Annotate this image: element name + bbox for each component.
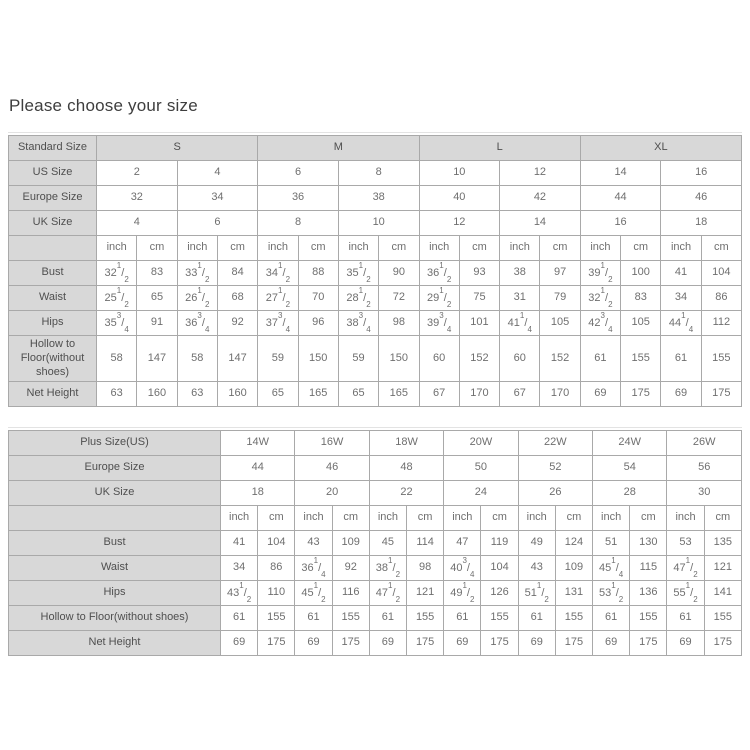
measurement-cell: 69 [667,631,704,656]
standard-size-table [8,135,742,407]
table-row [9,481,742,506]
measurement-cell: 124 [555,531,592,556]
measurement-cell: 97 [540,261,580,286]
size-value-cell: 32 [97,186,178,211]
measurement-cell: 175 [481,631,518,656]
size-group-header: S [97,136,258,161]
measurement-cell: 86 [701,286,741,311]
measurement-cell: 63 [177,382,217,407]
size-value-cell: 14W [221,431,295,456]
measurement-cell: $35^1/_2$ [338,261,378,286]
measurement-cell: 72 [379,286,419,311]
measurement-cell: 116 [332,581,369,606]
size-value-cell: 36 [258,186,339,211]
unit-header: cm [555,506,592,531]
measurement-cell: 41 [221,531,258,556]
measurement-cell: 170 [459,382,499,407]
measurement-cell: 68 [217,286,257,311]
measurement-cell: 67 [419,382,459,407]
measurement-cell: 152 [540,336,580,382]
table-row [9,161,742,186]
measurement-cell: 155 [555,606,592,631]
corner-label: Standard Size [9,136,97,161]
size-value-cell: 42 [500,186,581,211]
unit-header: inch [221,506,258,531]
row-label: Net Height [9,631,221,656]
row-label: Hollow to Floor(without shoes) [9,336,97,382]
measurement-cell: 61 [444,606,481,631]
measurement-cell: 155 [701,336,741,382]
measurement-cell: 31 [500,286,540,311]
table-row [9,136,742,161]
measurement-cell: $53^1/_2$ [593,581,630,606]
measurement-cell: $41^1/_4$ [500,311,540,336]
table-row [9,631,742,656]
measurement-cell: 70 [298,286,338,311]
size-value-cell: 12 [419,211,500,236]
measurement-cell: $36^1/_4$ [295,556,332,581]
unit-header: cm [621,236,661,261]
measurement-cell: 175 [555,631,592,656]
unit-header: inch [295,506,332,531]
unit-header: cm [407,506,444,531]
measurement-cell: $28^1/_2$ [338,286,378,311]
measurement-cell: $36^1/_2$ [419,261,459,286]
table-row [9,286,742,311]
measurement-cell: $40^3/_4$ [444,556,481,581]
size-value-cell: 4 [97,211,178,236]
unit-header: inch [444,506,481,531]
measurement-cell: 175 [332,631,369,656]
measurement-cell: $29^1/_2$ [419,286,459,311]
measurement-cell: $51^1/_2$ [518,581,555,606]
unit-header: cm [217,236,257,261]
size-value-cell: 26 [518,481,592,506]
measurement-cell: 150 [298,336,338,382]
measurement-cell: 126 [481,581,518,606]
unit-header: cm [481,506,518,531]
measurement-cell: $32^1/_2$ [97,261,137,286]
table-row [9,581,742,606]
unit-header: cm [137,236,177,261]
measurement-cell: 121 [407,581,444,606]
size-value-cell: 24W [593,431,667,456]
size-value-cell: 38 [338,186,419,211]
table-row [9,456,742,481]
row-label: Waist [9,556,221,581]
measurement-cell: $38^1/_2$ [369,556,406,581]
measurement-cell: 65 [258,382,298,407]
measurement-cell: $36^3/_4$ [177,311,217,336]
measurement-cell: 104 [258,531,295,556]
measurement-cell: 155 [630,606,667,631]
size-value-cell: 16 [580,211,661,236]
unit-header: inch [518,506,555,531]
size-group-header: M [258,136,419,161]
table-row [9,236,742,261]
measurement-cell: 60 [500,336,540,382]
measurement-cell: 65 [137,286,177,311]
measurement-cell: 109 [332,531,369,556]
size-value-cell: 10 [419,161,500,186]
table-row [9,606,742,631]
size-value-cell: 18 [221,481,295,506]
table-row [9,556,742,581]
measurement-cell: 86 [258,556,295,581]
measurement-cell: 91 [137,311,177,336]
row-label: Net Height [9,382,97,407]
measurement-cell: 69 [580,382,620,407]
measurement-cell: 175 [258,631,295,656]
measurement-cell: 175 [704,631,741,656]
size-value-cell: 44 [580,186,661,211]
size-value-cell: 18W [369,431,443,456]
measurement-cell: 60 [419,336,459,382]
measurement-cell: 59 [338,336,378,382]
size-value-cell: 48 [369,456,443,481]
measurement-cell: 69 [295,631,332,656]
measurement-cell: 38 [500,261,540,286]
measurement-cell: 58 [177,336,217,382]
measurement-cell: 69 [661,382,701,407]
measurement-cell: 155 [258,606,295,631]
measurement-cell: $45^1/_2$ [295,581,332,606]
row-label: Plus Size(US) [9,431,221,456]
size-value-cell: 4 [177,161,258,186]
size-group-header: XL [580,136,741,161]
measurement-cell: $42^3/_4$ [580,311,620,336]
measurement-cell: 119 [481,531,518,556]
measurement-cell: 61 [580,336,620,382]
measurement-cell: 155 [481,606,518,631]
measurement-cell: 93 [459,261,499,286]
measurement-cell: 112 [701,311,741,336]
size-value-cell: 46 [661,186,742,211]
measurement-cell: 61 [221,606,258,631]
measurement-cell: 34 [221,556,258,581]
size-value-cell: 34 [177,186,258,211]
table-row [9,261,742,286]
measurement-cell: 34 [661,286,701,311]
unit-header: inch [177,236,217,261]
unit-header: cm [379,236,419,261]
measurement-cell: $39^3/_4$ [419,311,459,336]
measurement-cell: $43^1/_2$ [221,581,258,606]
measurement-cell: 104 [481,556,518,581]
measurement-cell: 100 [621,261,661,286]
size-value-cell: 22W [518,431,592,456]
table-row [9,211,742,236]
measurement-cell: 79 [540,286,580,311]
measurement-cell: 88 [298,261,338,286]
measurement-cell: 109 [555,556,592,581]
table-row [9,336,742,382]
measurement-cell: 131 [555,581,592,606]
size-value-cell: 54 [593,456,667,481]
measurement-cell: 69 [593,631,630,656]
measurement-cell: 98 [379,311,419,336]
unit-header: inch [593,506,630,531]
size-value-cell: 16W [295,431,369,456]
unit-header: inch [661,236,701,261]
measurement-cell: 141 [704,581,741,606]
measurement-cell: 121 [704,556,741,581]
measurement-cell: 170 [540,382,580,407]
unit-corner [9,236,97,261]
measurement-cell: 155 [332,606,369,631]
measurement-cell: $32^1/_2$ [580,286,620,311]
size-value-cell: 44 [221,456,295,481]
measurement-cell: 105 [540,311,580,336]
measurement-cell: 43 [295,531,332,556]
measurement-cell: 75 [459,286,499,311]
measurement-cell: 101 [459,311,499,336]
page-title: Please choose your size [9,96,198,115]
measurement-cell: 69 [369,631,406,656]
size-value-cell: 6 [258,161,339,186]
table-row [9,531,742,556]
row-label: Hips [9,581,221,606]
measurement-cell: 147 [137,336,177,382]
row-label: Waist [9,286,97,311]
unit-header: cm [258,506,295,531]
measurement-cell: 83 [621,286,661,311]
measurement-cell: 58 [97,336,137,382]
measurement-cell: 92 [332,556,369,581]
measurement-cell: 165 [379,382,419,407]
measurement-cell: 69 [444,631,481,656]
measurement-cell: 69 [221,631,258,656]
size-value-cell: 56 [667,456,742,481]
measurement-cell: 160 [217,382,257,407]
size-value-cell: 46 [295,456,369,481]
unit-header: cm [459,236,499,261]
size-value-cell: 6 [177,211,258,236]
unit-header: cm [298,236,338,261]
unit-header: cm [332,506,369,531]
measurement-cell: 47 [444,531,481,556]
size-value-cell: 8 [338,161,419,186]
measurement-cell: $47^1/_2$ [667,556,704,581]
measurement-cell: 41 [661,261,701,286]
measurement-cell: 59 [258,336,298,382]
size-value-cell: 30 [667,481,742,506]
unit-header: cm [701,236,741,261]
divider [8,427,742,428]
measurement-cell: $33^1/_2$ [177,261,217,286]
measurement-cell: $25^1/_2$ [97,286,137,311]
measurement-cell: 61 [369,606,406,631]
measurement-cell: 83 [137,261,177,286]
measurement-cell: 104 [701,261,741,286]
unit-header: inch [97,236,137,261]
measurement-cell: 63 [97,382,137,407]
plus-size-table [8,430,742,656]
table-row [9,382,742,407]
measurement-cell: $44^1/_4$ [661,311,701,336]
row-label: Bust [9,531,221,556]
measurement-cell: $39^1/_2$ [580,261,620,286]
measurement-cell: 160 [137,382,177,407]
measurement-cell: $35^3/_4$ [97,311,137,336]
unit-header: inch [419,236,459,261]
measurement-cell: 155 [407,606,444,631]
row-label: UK Size [9,481,221,506]
row-label: US Size [9,161,97,186]
measurement-cell: 135 [704,531,741,556]
row-label: Hollow to Floor(without shoes) [9,606,221,631]
measurement-cell: 84 [217,261,257,286]
size-value-cell: 20W [444,431,518,456]
measurement-cell: 152 [459,336,499,382]
measurement-cell: $47^1/_2$ [369,581,406,606]
size-value-cell: 8 [258,211,339,236]
measurement-cell: 155 [704,606,741,631]
measurement-cell: 51 [593,531,630,556]
measurement-cell: 155 [621,336,661,382]
size-value-cell: 10 [338,211,419,236]
unit-header: cm [630,506,667,531]
size-value-cell: 14 [500,211,581,236]
size-value-cell: 22 [369,481,443,506]
unit-header: inch [500,236,540,261]
size-group-header: L [419,136,580,161]
measurement-cell: $26^1/_2$ [177,286,217,311]
measurement-cell: 136 [630,581,667,606]
unit-header: inch [338,236,378,261]
table-row [9,311,742,336]
measurement-cell: 49 [518,531,555,556]
measurement-cell: 105 [621,311,661,336]
measurement-cell: 150 [379,336,419,382]
measurement-cell: 175 [621,382,661,407]
unit-header: inch [258,236,298,261]
measurement-cell: 98 [407,556,444,581]
divider [8,132,742,133]
unit-corner [9,506,221,531]
unit-header: inch [580,236,620,261]
row-label: Bust [9,261,97,286]
row-label: Europe Size [9,186,97,211]
measurement-cell: $45^1/_4$ [593,556,630,581]
measurement-cell: 90 [379,261,419,286]
measurement-cell: 175 [630,631,667,656]
measurement-cell: 53 [667,531,704,556]
measurement-cell: 92 [217,311,257,336]
measurement-cell: $55^1/_2$ [667,581,704,606]
size-value-cell: 28 [593,481,667,506]
row-label: Europe Size [9,456,221,481]
measurement-cell: 175 [701,382,741,407]
measurement-cell: 114 [407,531,444,556]
measurement-cell: 115 [630,556,667,581]
row-label: UK Size [9,211,97,236]
measurement-cell: 43 [518,556,555,581]
measurement-cell: $27^1/_2$ [258,286,298,311]
size-value-cell: 26W [667,431,742,456]
measurement-cell: 45 [369,531,406,556]
table-row [9,431,742,456]
size-value-cell: 40 [419,186,500,211]
measurement-cell: $34^1/_2$ [258,261,298,286]
size-value-cell: 16 [661,161,742,186]
unit-header: cm [540,236,580,261]
size-value-cell: 52 [518,456,592,481]
row-label: Hips [9,311,97,336]
measurement-cell: 96 [298,311,338,336]
measurement-cell: 67 [500,382,540,407]
measurement-cell: 165 [298,382,338,407]
measurement-cell: 61 [667,606,704,631]
size-value-cell: 24 [444,481,518,506]
measurement-cell: $49^1/_2$ [444,581,481,606]
measurement-cell: 130 [630,531,667,556]
measurement-cell: 61 [661,336,701,382]
unit-header: cm [704,506,741,531]
table-row [9,506,742,531]
measurement-cell: $38^3/_4$ [338,311,378,336]
size-value-cell: 20 [295,481,369,506]
measurement-cell: 61 [295,606,332,631]
measurement-cell: 147 [217,336,257,382]
measurement-cell: 61 [593,606,630,631]
measurement-cell: 175 [407,631,444,656]
measurement-cell: 69 [518,631,555,656]
size-value-cell: 12 [500,161,581,186]
size-value-cell: 50 [444,456,518,481]
measurement-cell: 65 [338,382,378,407]
measurement-cell: $37^3/_4$ [258,311,298,336]
unit-header: inch [667,506,704,531]
size-value-cell: 18 [661,211,742,236]
table-row [9,186,742,211]
measurement-cell: 61 [518,606,555,631]
size-value-cell: 14 [580,161,661,186]
measurement-cell: 110 [258,581,295,606]
unit-header: inch [369,506,406,531]
size-value-cell: 2 [97,161,178,186]
